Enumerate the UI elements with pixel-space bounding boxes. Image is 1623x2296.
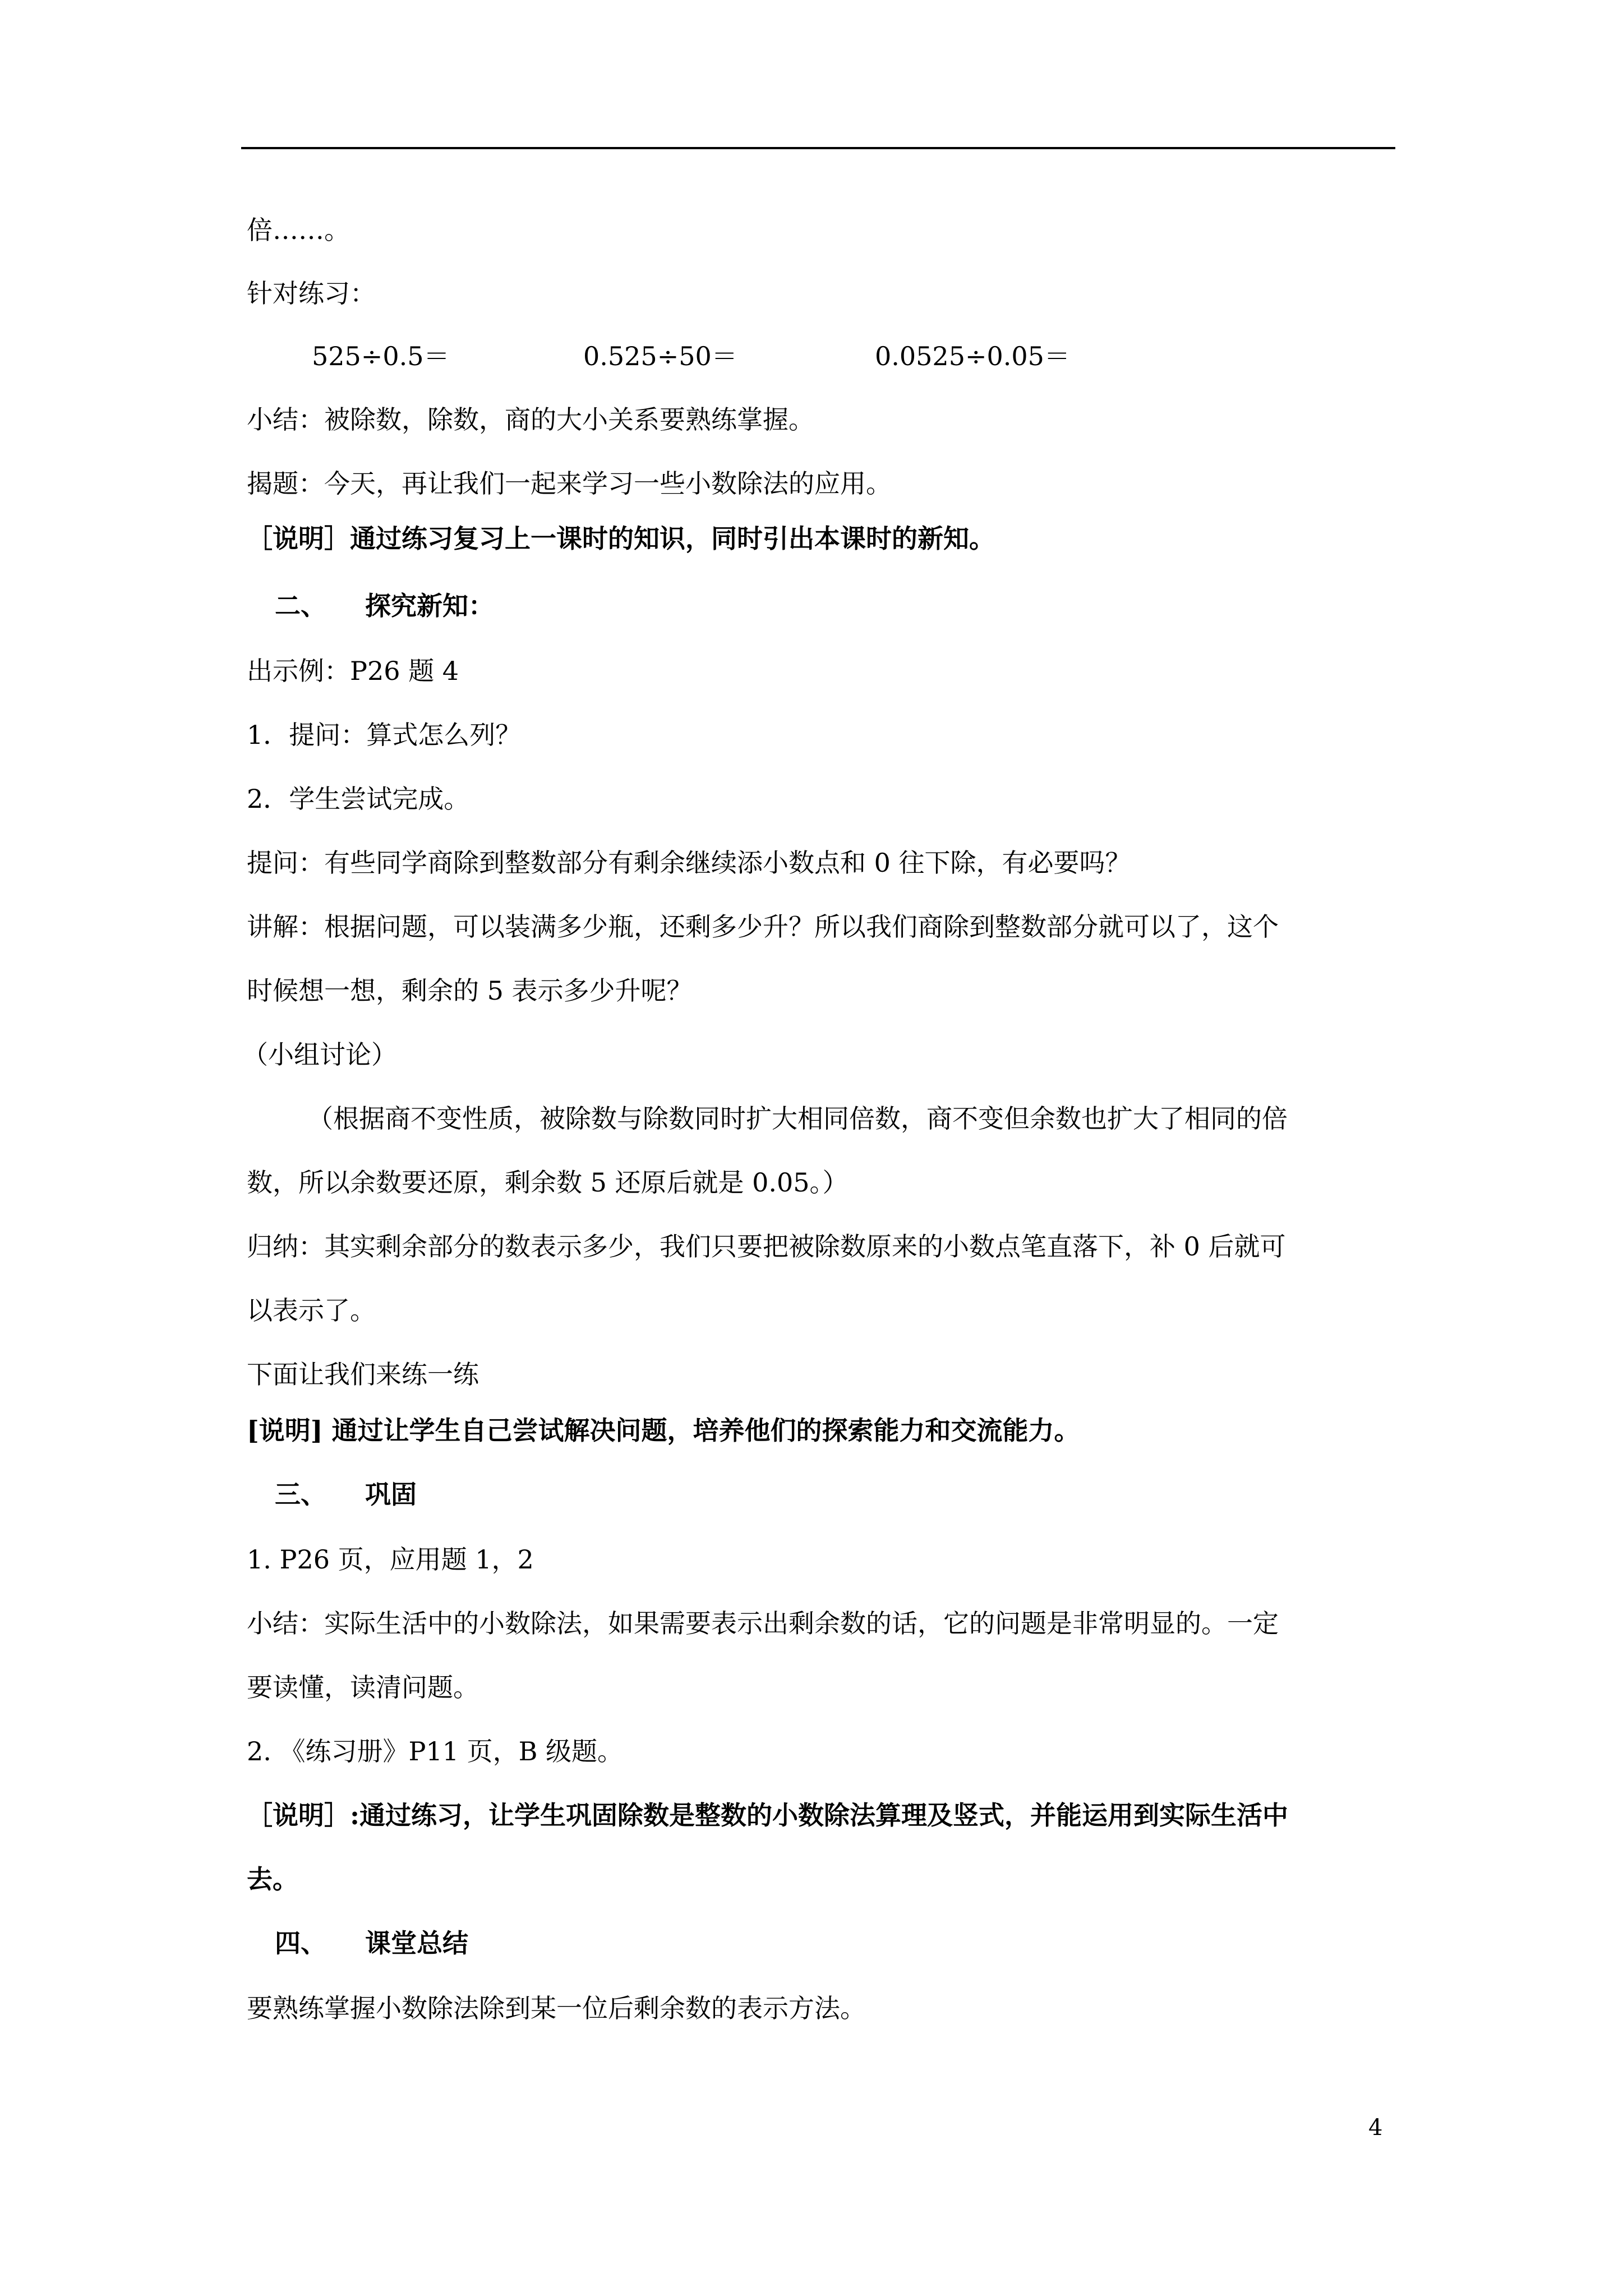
- consolidation-item-1: 1. P26 页，应用题 1，2: [247, 1544, 534, 1575]
- page-number: 4: [1368, 2115, 1383, 2141]
- exercise-1: 525÷0.5＝: [312, 341, 450, 371]
- exercise-2: 0.525÷50＝: [583, 341, 737, 371]
- group-discussion: （小组讨论）: [242, 1039, 397, 1070]
- exercise-3: 0.0525÷0.05＝: [875, 341, 1070, 371]
- note-paragraph: ［说明］通过练习复习上一课时的知识，同时引出本课时的新知。: [247, 523, 995, 554]
- section-heading-3: 三、 巩固: [275, 1479, 417, 1510]
- conclusion-line-1: 归纳：其实剩余部分的数表示多少，我们只要把被除数原来的小数点笔直落下，补 0 后就可: [247, 1231, 1286, 1262]
- practice-heading: 针对练习：: [247, 278, 376, 309]
- discussion-line-2: 数，所以余数要还原，剩余数 5 还原后就是 0.05。）: [247, 1167, 849, 1198]
- explanation-line-2: 时候想一想，剩余的 5 表示多少升呢？: [247, 976, 693, 1006]
- list-item-1: 1．提问：算式怎么列？: [247, 720, 522, 750]
- consolidation-item-2: 2. 《练习册》P11 页，B 级题。: [247, 1736, 624, 1766]
- note-paragraph-3-line-2: 去。: [247, 1864, 298, 1894]
- section-heading-2: 二、 探究新知：: [275, 591, 494, 621]
- summary-paragraph: 小结：被除数，除数，商的大小关系要熟练掌握。: [247, 404, 814, 435]
- practice-intro: 下面让我们来练一练: [247, 1359, 479, 1389]
- note-paragraph-3-line-1: ［说明］:通过练习，让学生巩固除数是整数的小数除法算理及竖式，并能运用到实际生活中: [247, 1800, 1288, 1830]
- consolidation-summary-2: 要读懂，读清问题。: [247, 1672, 479, 1703]
- explanation-line-1: 讲解：根据问题，可以装满多少瓶，还剩多少升？所以我们商除到整数部分就可以了，这个: [247, 912, 1279, 942]
- section-heading-4: 四、 课堂总结: [275, 1928, 468, 1958]
- list-item-2: 2．学生尝试完成。: [247, 784, 470, 814]
- question-paragraph: 提问：有些同学商除到整数部分有剩余继续添小数点和 0 往下除，有必要吗？: [247, 848, 1131, 878]
- conclusion-line-2: 以表示了。: [247, 1295, 376, 1326]
- consolidation-summary-1: 小结：实际生活中的小数除法，如果需要表示出剩余数的话，它的问题是非常明显的。一定: [247, 1608, 1279, 1639]
- discussion-line-1: （根据商不变性质，被除数与除数同时扩大相同倍数，商不变但余数也扩大了相同的倍: [307, 1103, 1288, 1134]
- note-paragraph-2: [说明] 通过让学生自己尝试解决问题，培养他们的探索能力和交流能力。: [247, 1415, 1080, 1446]
- header-rule: [241, 147, 1395, 149]
- topic-paragraph: 揭题：今天，再让我们一起来学习一些小数除法的应用。: [247, 468, 892, 499]
- paragraph-continuation: 倍……。: [247, 215, 350, 245]
- example-paragraph: 出示例：P26 题 4: [247, 656, 459, 686]
- lesson-summary: 要熟练掌握小数除法除到某一位后剩余数的表示方法。: [247, 1993, 866, 2023]
